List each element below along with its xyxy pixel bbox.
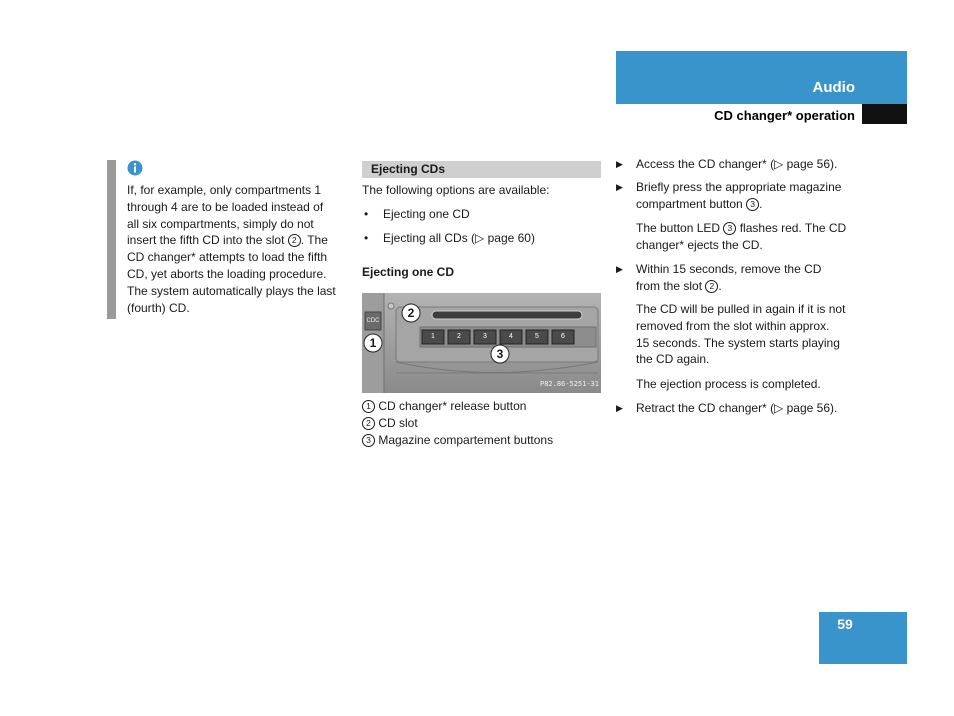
arrow-icon: ▶ [616,182,623,192]
note-line: CD changer* attempts to load the fifth [127,250,328,265]
step-item: ▶ Retract the CD changer* (▷ page 56). [616,401,838,415]
bullet-icon: • [364,207,369,221]
page-number: 59 [837,616,853,632]
callout-ref: 3 [362,434,375,447]
cd-changer-illustration [362,293,601,393]
arrow-icon: ▶ [616,264,623,274]
info-icon [127,160,143,176]
note-line: If, for example, only compartments 1 [127,183,322,197]
note-line: CD, yet aborts the loading procedure. [127,266,327,281]
compartment-label: 4 [509,333,513,340]
note-line: insert the fifth CD into the slot 2 . The [127,233,328,248]
section-title: Audio [812,79,855,96]
note-line: The system automatically plays the last [127,283,336,298]
callout-ref: 3 [723,222,736,235]
callout-ref: 2 [288,234,301,247]
figure-callout: 2 [407,306,415,320]
cd-changer-figure [362,293,601,393]
note-line: all six compartments, simply do not [127,216,314,231]
release-button-label: CDC [366,318,380,324]
compartment-label: 3 [483,333,487,340]
compartment-label: 2 [457,333,461,340]
note-line: (fourth) CD. [127,300,190,315]
step-result: The ejection process is completed. [636,377,821,391]
legend-item: 1 CD changer* release button [362,398,602,415]
step-result: The button LED 3 flashes red. The CD changer* ejects the CD. [636,221,847,252]
callout-ref: 1 [362,400,375,413]
compartment-label: 5 [535,333,539,340]
step-result: The CD will be pulled in again if it is not removed from the slot within approx. 15 seconds. The system starts playing the CD again. [636,302,846,367]
step-item: ▶ Access the CD changer* (▷ page 56). [616,157,838,171]
figure-legend [362,398,602,449]
option-item: • Ejecting all CDs (▷ page 60) [364,231,535,245]
subheading: Ejecting one CD [362,265,455,279]
figure-code: P82.86-5251-31 [539,380,599,388]
note-line: through 4 are to be loaded instead of [127,199,324,214]
step-item: ▶ Within 15 seconds, remove the CD from the slot 2 . [616,262,822,293]
figure-callout: 3 [496,347,504,361]
callout-ref: 2 [705,280,718,293]
section-heading: Ejecting CDs [362,161,601,178]
section-header-band [616,51,907,104]
arrow-icon: ▶ [616,403,623,413]
step-item: ▶ Briefly press the appropriate magazine compartment button 3 . [616,180,842,211]
compartment-label: 6 [561,333,565,340]
legend-item: 2 CD slot [362,415,602,432]
note-sidebar-bar [107,160,116,319]
legend-item: 3 Magazine compartement buttons [362,432,602,449]
compartment-label: 1 [431,333,435,340]
bullet-icon: • [364,231,369,245]
intro-text: The following options are available: [362,183,550,197]
info-note [127,182,349,316]
arrow-icon: ▶ [616,159,623,169]
figure-callout: 1 [369,336,377,350]
callout-ref: 2 [362,417,375,430]
subsection-title: CD changer* operation [714,108,855,123]
option-item: • Ejecting one CD [364,207,470,221]
callout-ref: 3 [746,198,759,211]
subsection-marker [862,104,907,124]
